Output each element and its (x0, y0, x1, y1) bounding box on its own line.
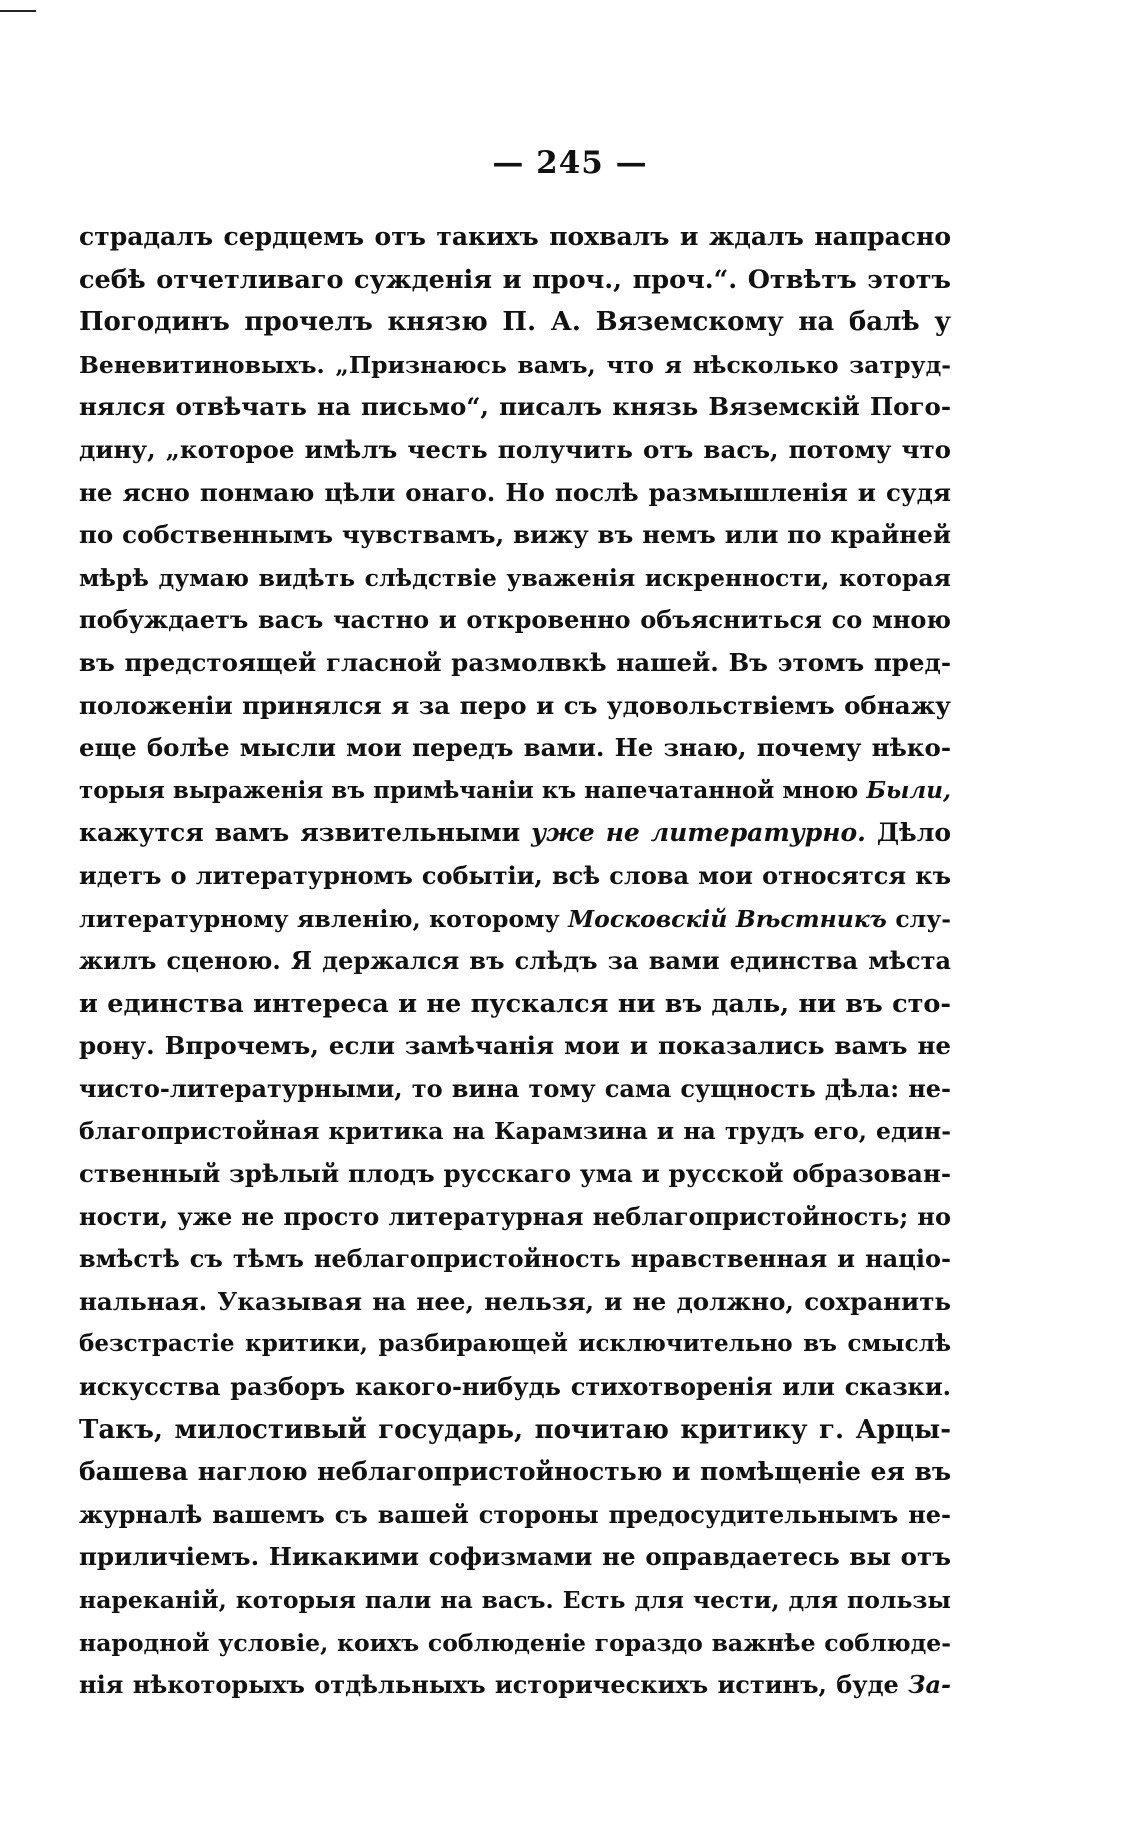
text-line (79, 259, 951, 302)
text-run: искусства разборъ какого-нибудь стихотворенія или сказки. (79, 1372, 951, 1402)
text-run: рону. Впрочемъ, если замѣчанія мои и показались вамъ не (79, 1031, 951, 1061)
text-line (79, 898, 951, 941)
text-line (79, 429, 951, 472)
text-run: мѣрѣ думаю видѣть слѣдствіе уваженія искренности, которая (79, 563, 951, 592)
italic-run: За- (908, 1670, 951, 1700)
text-line (79, 983, 951, 1026)
text-run: побуждаетъ васъ частно и откровенно объясниться со мною (79, 605, 951, 635)
text-line (79, 642, 951, 685)
text-run: слу- (886, 904, 951, 933)
text-line (79, 1664, 951, 1707)
text-run: благопристойная критика на Карамзина и на трудъ его, един- (79, 1117, 951, 1146)
text-run: идетъ о литературномъ событіи, всѣ слова мои относятся къ (79, 860, 951, 890)
text-line (79, 1025, 951, 1068)
text-run: еще болѣе мысли мои передъ вами. Не знаю, почему нѣко- (79, 733, 951, 763)
text-line (79, 599, 951, 642)
text-line (79, 514, 951, 557)
text-line (79, 472, 951, 515)
body-text (79, 216, 951, 1707)
text-run: жилъ сценою. Я держался въ слѣдъ за вами единства мѣста (79, 946, 951, 976)
text-run: безстрастіе критики, разбирающей исключительно въ смыслѣ (79, 1330, 951, 1358)
text-line (79, 1153, 951, 1196)
text-line (79, 1494, 951, 1537)
text-run: страдалъ сердцемъ отъ такихъ похвалъ и ждалъ напрасно (79, 222, 951, 251)
text-run: не ясно понмаю цѣли онаго. Но послѣ размышленія и судя (79, 477, 951, 507)
text-line (79, 727, 951, 770)
text-line (79, 1536, 951, 1579)
text-run: вмѣстѣ съ тѣмъ неблагопристойность нравственная и націо- (79, 1244, 951, 1274)
text-line (79, 1281, 951, 1324)
text-line (79, 386, 951, 429)
text-line (79, 1451, 951, 1494)
text-line (79, 1366, 951, 1409)
text-run: нареканій, которыя пали на васъ. Есть для чести, для пользы (79, 1586, 951, 1614)
text-run: чисто-литературными, то вина тому сама сущность дѣла: не- (79, 1073, 951, 1103)
text-line (79, 685, 951, 728)
text-run: кажутся вамъ язвительными (79, 818, 532, 848)
text-run: Такъ, милостивый государь, почитаю критику г. Арцы- (79, 1414, 951, 1445)
text-line (79, 1409, 951, 1452)
text-run: дину, „которое имѣлъ честь получить отъ васъ, потому что (79, 434, 951, 464)
text-line (79, 1622, 951, 1665)
text-run: Веневитиновыхъ. „Признаюсь вамъ, что я нѣсколько затруд- (79, 350, 951, 379)
text-run: по собственнымъ чувствамъ, вижу въ немъ или по крайней (79, 520, 951, 550)
text-run: нялся отвѣчать на письмо“, писалъ князь Вяземскій Пого- (79, 392, 951, 422)
text-line (79, 1196, 951, 1239)
text-line (79, 1238, 951, 1281)
italic-run: Московскій Вѣстникъ (568, 904, 887, 933)
text-run: народной условіе, коихъ соблюденіе гораздо важнѣе соблюде- (79, 1628, 951, 1657)
text-line (79, 1579, 951, 1622)
text-run: журналѣ вашемъ съ вашей стороны предосудительнымъ не- (79, 1499, 951, 1529)
text-run: и единства интереса и не пускался ни въ даль, ни въ сто- (79, 988, 951, 1019)
page-number: — 245 — (492, 145, 648, 181)
text-line (79, 301, 951, 344)
text-run: нальная. Указывая на нее, нельзя, и не должно, сохранить (79, 1286, 951, 1316)
text-line (79, 1110, 951, 1153)
text-line (79, 940, 951, 983)
text-line (79, 557, 951, 600)
text-run: Погодинъ прочелъ князю П. А. Вяземскому на балѣ у (79, 307, 951, 338)
text-run: себѣ отчетливаго сужденія и проч., проч.“. Отвѣтъ этотъ (79, 264, 951, 295)
corner-scan-mark (0, 10, 36, 12)
text-line (79, 216, 951, 259)
text-run: въ предстоящей гласной размолвкѣ нашей. Въ этомъ пред- (79, 647, 951, 677)
text-line (79, 344, 951, 387)
text-run: литературному явленію, которому (79, 904, 569, 933)
text-run: ности, уже не просто литературная неблагопристойность; но (79, 1201, 951, 1231)
italic-run: уже не литературно. (531, 818, 866, 848)
text-run: положеніи принялся я за перо и съ удовольствіемъ обнажу (79, 690, 951, 720)
text-run: торыя выраженія въ примѣчаніи къ напечатанной мною (79, 776, 867, 804)
italic-run: Были, (866, 776, 951, 804)
text-line (79, 1068, 951, 1111)
text-line (79, 770, 951, 813)
text-run: башева наглою неблагопристойностью и помѣщеніе ея въ (79, 1457, 951, 1487)
text-run: ственный зрѣлый плодъ русскаго ума и русской образован- (79, 1159, 951, 1189)
text-line (79, 812, 951, 855)
text-line (79, 855, 951, 898)
text-line (79, 1323, 951, 1366)
text-run: приличіемъ. Никакими софизмами не оправдаетесь вы отъ (79, 1542, 951, 1572)
text-run: нія нѣкоторыхъ отдѣльныхъ историческихъ истинъ, буде (79, 1670, 909, 1700)
text-run: Дѣло (865, 818, 951, 848)
